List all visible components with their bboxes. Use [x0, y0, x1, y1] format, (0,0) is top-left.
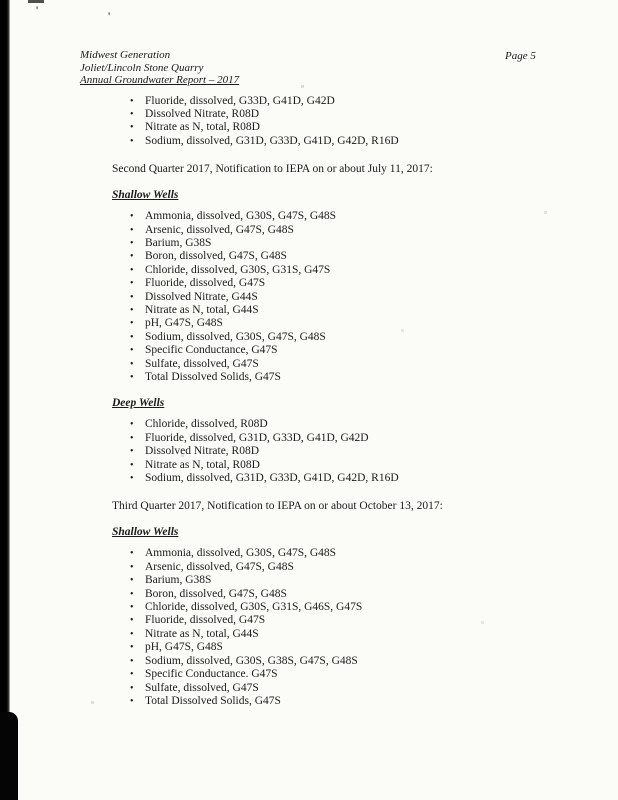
- list-item: [130, 135, 572, 148]
- header-facility: Joliet/Lincoln Stone Quarry: [80, 61, 204, 74]
- list-item-text: Fluoride, dissolved, G47S: [145, 614, 266, 627]
- bullet-icon: •: [130, 237, 134, 249]
- list-item: [130, 304, 572, 317]
- list-item: [130, 418, 572, 431]
- paragraph-q3-notification: Third Quarter 2017, Notification to IEPA on or about October 13, 2017:: [112, 500, 443, 513]
- list-item-text: Arsenic, dissolved, G47S, G48S: [145, 223, 294, 236]
- list-item-text: Chloride, dissolved, R08D: [145, 418, 268, 431]
- list-item: [130, 95, 572, 108]
- list-item-text: Dissolved Nitrate, R08D: [145, 107, 260, 120]
- list-item-text: Nitrate as N, total, G44S: [145, 627, 259, 640]
- list-item-text: Chloride, dissolved, G30S, G31S, G47S: [145, 263, 331, 276]
- list-item-text: Fluoride, dissolved, G31D, G33D, G41D, G42D: [145, 431, 369, 444]
- list-item-text: Total Dissolved Solids, G47S: [145, 694, 281, 707]
- list-item-text: Fluoride, dissolved, G47S: [145, 277, 266, 290]
- bullet-icon: •: [130, 345, 134, 357]
- list-item-text: Sodium, dissolved, G30S, G47S, G48S: [145, 330, 326, 343]
- bullet-icon: •: [130, 108, 134, 120]
- bullet-icon: •: [130, 459, 134, 471]
- bullet-icon: •: [130, 588, 134, 600]
- header-report-title: Annual Groundwater Report – 2017: [80, 74, 240, 86]
- list-item-text: Dissolved Nitrate, R08D: [145, 445, 260, 458]
- scan-edge-left: [0, 0, 10, 800]
- bullet-icon: •: [130, 264, 134, 276]
- bullet-icon: •: [130, 419, 134, 431]
- list-item: [130, 445, 572, 458]
- bullet-icon: •: [130, 615, 134, 627]
- bullet-icon: •: [130, 602, 134, 614]
- list-item-text: Specific Conductance. G47S: [145, 668, 278, 681]
- list-item: [130, 250, 572, 263]
- list-item-text: Ammonia, dissolved, G30S, G47S, G48S: [145, 210, 337, 223]
- list-item-text: Boron, dissolved, G47S, G48S: [145, 587, 287, 600]
- list-item-text: Total Dissolved Solids, G47S: [145, 371, 281, 383]
- list-item-text: Chloride, dissolved, G30S, G31S, G46S, G47S: [145, 601, 363, 614]
- bullet-icon: •: [130, 278, 134, 290]
- list-item: [130, 358, 572, 371]
- list-item-text: Nitrate as N, total, R08D: [145, 121, 260, 134]
- list-item: [130, 291, 572, 304]
- list-item-text: pH, G47S, G48S: [145, 641, 223, 654]
- list-shallow-wells-q3: [130, 547, 572, 708]
- paragraph-q2-notification: Second Quarter 2017, Notification to IEPA on or about July 11, 2017:: [112, 163, 433, 176]
- list-item: [130, 695, 572, 708]
- bullet-icon: •: [130, 432, 134, 444]
- list-item: [130, 561, 572, 574]
- list-item-text: Sodium, dissolved, G31D, G33D, G41D, G42D, R16D: [145, 472, 399, 485]
- list-item: [130, 472, 572, 485]
- bullet-icon: •: [130, 446, 134, 458]
- list-item-text: Ammonia, dissolved, G30S, G47S, G48S: [145, 547, 337, 560]
- list-item: [130, 628, 572, 641]
- list-item: [130, 574, 572, 587]
- list-item: [130, 588, 572, 601]
- list-item-text: Nitrate as N, total, G44S: [145, 303, 259, 316]
- bullet-icon: •: [130, 211, 134, 223]
- bullet-icon: •: [130, 473, 134, 485]
- list-item: [130, 210, 572, 223]
- list-item-text: Sodium, dissolved, G30S, G38S, G47S, G48S: [145, 654, 358, 667]
- bullet-icon: •: [130, 561, 134, 573]
- list-item: [130, 668, 572, 681]
- list-item: [130, 121, 572, 134]
- bullet-icon: •: [130, 95, 134, 107]
- bullet-icon: •: [130, 695, 134, 707]
- bullet-icon: •: [130, 628, 134, 640]
- list-item: [130, 682, 572, 695]
- list-item: [130, 331, 572, 344]
- bullet-icon: •: [130, 251, 134, 263]
- bullet-icon: •: [130, 224, 134, 236]
- list-item-text: Specific Conductance, G47S: [145, 344, 278, 357]
- list-item: [130, 655, 572, 668]
- list-item: [130, 432, 572, 445]
- list-item: [130, 459, 572, 472]
- heading-shallow-wells-q2: Shallow Wells: [112, 189, 179, 202]
- bullet-icon: •: [130, 548, 134, 560]
- list-item-text: Barium, G38S: [145, 574, 212, 587]
- list-item-text: Boron, dissolved, G47S, G48S: [145, 250, 287, 263]
- page-header: [80, 0, 618, 87]
- list-item: [130, 601, 572, 614]
- bullet-icon: •: [130, 575, 134, 587]
- bullet-icon: •: [130, 331, 134, 343]
- page-content: [112, 95, 572, 709]
- bullet-icon: •: [130, 122, 134, 134]
- list-item-text: Barium, G38S: [145, 236, 212, 249]
- list-q1-continued: [130, 95, 572, 149]
- list-item: [130, 108, 572, 121]
- list-item-text: pH, G47S, G48S: [145, 317, 223, 330]
- header-org: Midwest Generation: [80, 49, 171, 61]
- bullet-icon: •: [130, 682, 134, 694]
- list-item: [130, 277, 572, 290]
- list-item-text: Nitrate as N, total, R08D: [145, 458, 260, 471]
- list-item-text: Sulfate, dissolved, G47S: [145, 357, 259, 370]
- bullet-icon: •: [130, 372, 134, 383]
- list-item: [130, 264, 572, 277]
- bullet-icon: •: [130, 318, 134, 330]
- list-shallow-wells-q2: [130, 210, 572, 384]
- scan-noise: [0, 0, 1, 1]
- list-item-text: Sodium, dissolved, G31D, G33D, G41D, G42D, R16D: [145, 134, 399, 147]
- list-item: [130, 371, 572, 384]
- scan-artifact: ': [108, 9, 111, 23]
- list-item-text: Arsenic, dissolved, G47S, G48S: [145, 560, 294, 573]
- bullet-icon: •: [130, 655, 134, 667]
- list-item-text: Dissolved Nitrate, G44S: [145, 290, 258, 303]
- heading-shallow-wells-q3: Shallow Wells: [112, 526, 179, 539]
- list-item: [130, 224, 572, 237]
- bullet-icon: •: [130, 642, 134, 654]
- list-item: [130, 641, 572, 654]
- scan-artifact: ': [36, 3, 39, 17]
- page-number: Page 5: [505, 50, 536, 62]
- list-item: [130, 317, 572, 330]
- bullet-icon: •: [130, 358, 134, 370]
- list-item: [130, 614, 572, 627]
- bullet-icon: •: [130, 135, 134, 147]
- bullet-icon: •: [130, 669, 134, 681]
- list-item: [130, 344, 572, 357]
- bullet-icon: •: [130, 304, 134, 316]
- list-item: [130, 547, 572, 560]
- bullet-icon: •: [130, 291, 134, 303]
- list-deep-wells-q2: [130, 418, 572, 485]
- scan-edge-bottom-left: [0, 712, 18, 800]
- list-item: [130, 237, 572, 250]
- heading-deep-wells-q2: Deep Wells: [112, 397, 165, 410]
- list-item-text: Fluoride, dissolved, G33D, G41D, G42D: [145, 94, 335, 107]
- list-item-text: Sulfate, dissolved, G47S: [145, 681, 259, 694]
